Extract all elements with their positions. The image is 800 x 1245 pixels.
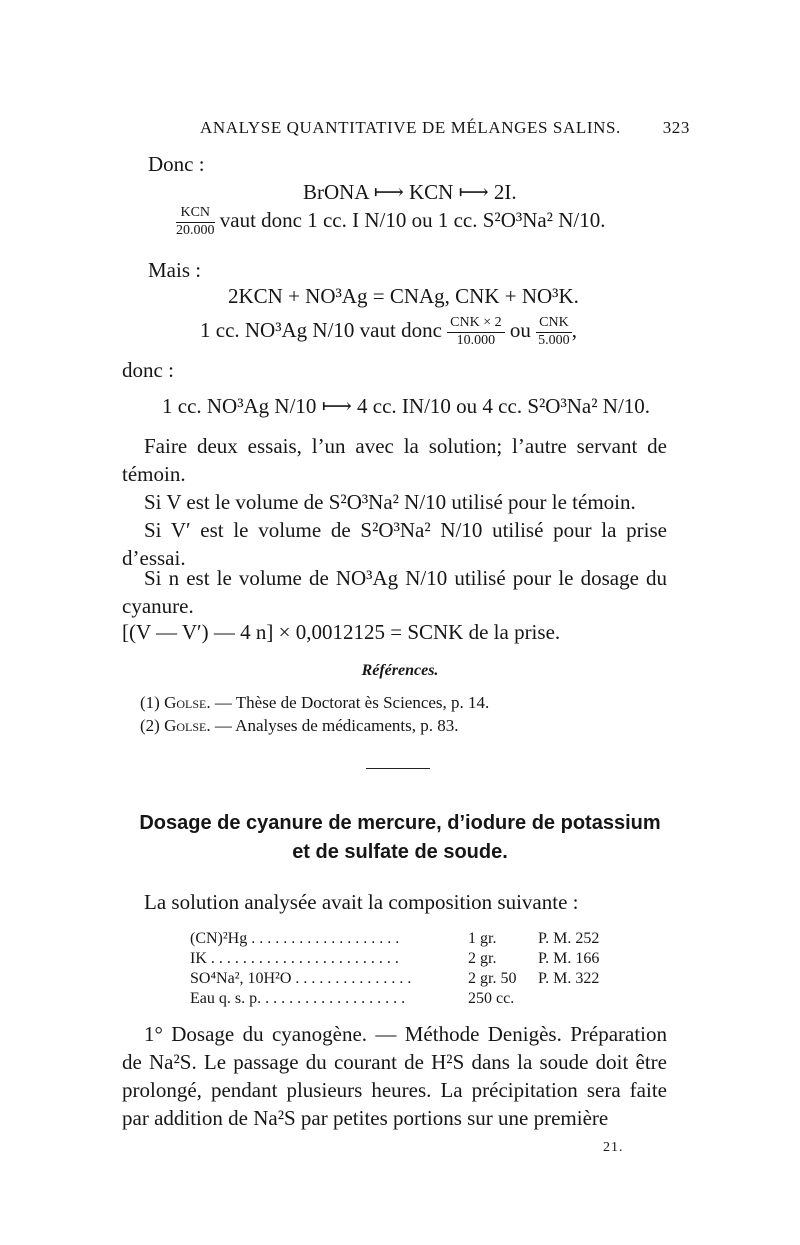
equation-4-end: , [571,318,577,342]
reference-item [140,716,458,736]
fraction-numerator: KCN [176,206,215,223]
equation-2 [176,206,605,238]
signature-mark: 21. [603,1140,624,1155]
paragraph-temoin: Faire deux essais, l’un avec la solution; l’autre servant de témoin. [122,434,667,486]
composition-intro: La solution analysée avait la composition suivante : [144,890,579,914]
quantity: 1 gr. [468,930,497,947]
substance: IK . . . . . . . . . . . . . . . . . . . . . . . . [190,950,399,967]
fraction-cnk [536,316,572,348]
equation-2-text: vaut donc 1 cc. I N/10 ou 1 cc. S²O³Na² N/10. [219,208,606,232]
running-header [200,118,690,138]
reference-text: — Analyses de médicaments, p. 83. [210,716,459,735]
molar-weight: P. M. 166 [538,950,600,967]
equation-5: 1 cc. NO³Ag N/10 ⟼ 4 cc. IN/10 ou 4 cc. S²O³Na² N/10. [162,394,651,418]
reference-text: — Thèse de Doctorat ès Sciences, p. 14. [210,693,490,712]
substance: Eau q. s. p. . . . . . . . . . . . . . . . . . . [190,990,406,1007]
fraction-cnk-2 [447,316,504,348]
mais-label: Mais : [148,258,202,282]
molar-weight: P. M. 252 [538,930,600,947]
reference-author: Golse. [164,693,211,712]
substance: (CN)²Hg . . . . . . . . . . . . . . . . . . . [190,930,400,947]
composition-row [190,930,660,950]
fraction-denominator: 5.000 [538,332,570,348]
fraction-numerator: CNK × 2 [447,316,504,333]
section-title-line-1: Dosage de cyanure de mercure, d’iodure de potassium [139,812,661,834]
paragraph-n: Si n est le volume de NO³Ag N/10 utilisé pour le dosage du cyanure. [122,566,667,618]
formula-result: [(V — V′) — 4 n] × 0,0012125 = SCNK de la prise. [122,620,561,644]
donc-label-1: Donc : [148,152,205,176]
page-number: 323 [662,118,690,137]
fraction-denominator: 10.000 [456,332,496,348]
quantity: 2 gr. 50 [468,970,517,987]
quantity: 2 gr. [468,950,497,967]
reference-number: (2) [140,716,160,735]
paragraph-dosage-cyanogene: 1° Dosage du cyanogène. — Méthode Denigès. Préparation de Na²S. Le passage du courant de H²S dans la soude doit être prolongé, pendant plusieurs heures. La précipitation sera faite par addition de Na²S par petites portions sur une première [122,1022,667,1130]
equation-4-text: 1 cc. NO³Ag N/10 vaut donc [200,318,442,342]
substance: SO⁴Na², 10H²O . . . . . . . . . . . . . . . [190,970,412,987]
fraction-denominator: 20.000 [176,222,215,238]
composition-row [190,990,660,1010]
section-divider [366,768,430,769]
composition-table [190,930,660,1010]
equation-1: BrONA ⟼ KCN ⟼ 2I. [303,180,517,204]
section-title-line-2: et de sulfate de soude. [292,841,508,863]
ou-text: ou [509,318,531,342]
fraction-numerator: CNK [536,316,572,333]
donc-label-2: donc : [122,358,174,382]
quantity: 250 cc. [468,990,515,1007]
composition-row [190,950,660,970]
equation-3: 2KCN + NO³Ag = CNAg, CNK + NO³K. [228,284,579,308]
paragraph-v: Si V est le volume de S²O³Na² N/10 utilisé pour le témoin. [144,490,636,514]
reference-item [140,693,489,713]
reference-number: (1) [140,693,160,712]
molar-weight: P. M. 322 [538,970,600,987]
composition-row [190,970,660,990]
references-title: Références. [361,662,439,679]
paragraph-v-prime: Si V′ est le volume de S²O³Na² N/10 utilisé pour la prise d’essai. [122,518,667,570]
reference-author: Golse. [164,716,211,735]
fraction-kcn [176,206,215,238]
equation-4 [200,316,577,348]
running-title: ANALYSE QUANTITATIVE DE MÉLANGES SALINS. [200,118,621,137]
